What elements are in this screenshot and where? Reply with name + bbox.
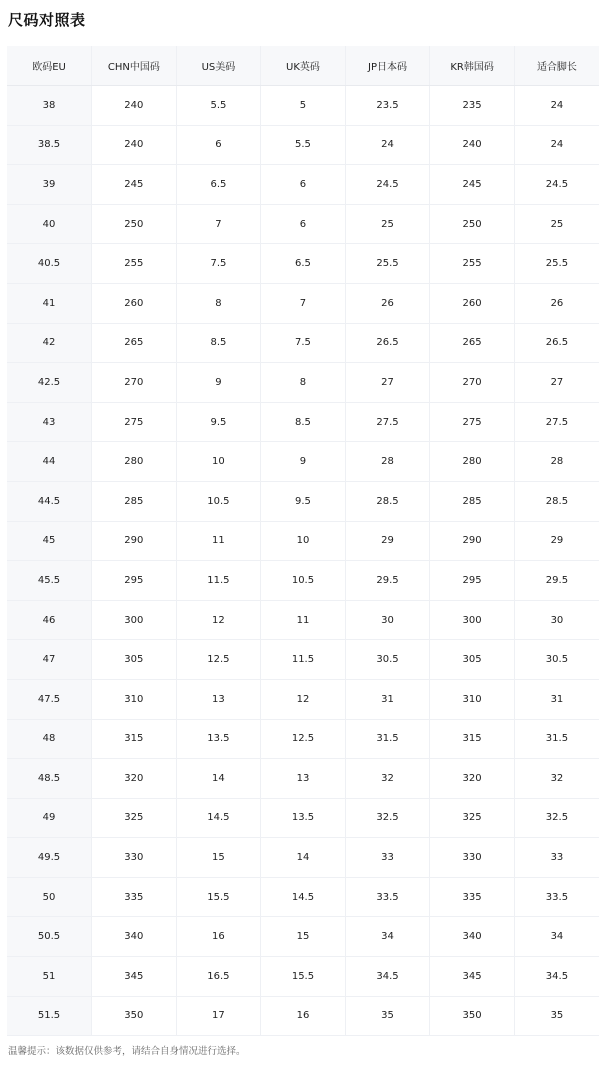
table-cell: 44.5 [7, 481, 92, 521]
size-chart-table-container [7, 46, 599, 1036]
table-row [7, 283, 599, 323]
table-cell: 27 [514, 363, 599, 403]
table-cell: 32 [514, 759, 599, 799]
table-cell: 17 [176, 996, 261, 1036]
table-cell: 13.5 [176, 719, 261, 759]
table-cell: 45 [7, 521, 92, 561]
table-cell: 10.5 [176, 481, 261, 521]
table-cell: 320 [92, 759, 177, 799]
table-cell: 48.5 [7, 759, 92, 799]
table-cell: 25.5 [345, 244, 430, 284]
table-cell: 285 [92, 481, 177, 521]
table-cell: 26 [514, 283, 599, 323]
table-cell: 35 [345, 996, 430, 1036]
table-cell: 24 [514, 125, 599, 165]
table-cell: 5 [261, 86, 346, 126]
table-cell: 27 [345, 363, 430, 403]
table-cell: 27.5 [514, 402, 599, 442]
table-cell: 30 [345, 600, 430, 640]
table-cell: 10.5 [261, 561, 346, 601]
table-cell: 45.5 [7, 561, 92, 601]
table-cell: 26 [345, 283, 430, 323]
table-cell: 235 [430, 86, 515, 126]
table-cell: 40.5 [7, 244, 92, 284]
table-cell: 315 [430, 719, 515, 759]
table-cell: 51.5 [7, 996, 92, 1036]
table-cell: 350 [430, 996, 515, 1036]
table-cell: 43 [7, 402, 92, 442]
table-cell: 15 [176, 838, 261, 878]
table-cell: 33 [514, 838, 599, 878]
table-cell: 245 [430, 165, 515, 205]
table-cell: 285 [430, 481, 515, 521]
table-cell: 34 [514, 917, 599, 957]
table-cell: 12 [176, 600, 261, 640]
table-row [7, 402, 599, 442]
table-cell: 340 [92, 917, 177, 957]
table-cell: 335 [92, 877, 177, 917]
table-cell: 8.5 [261, 402, 346, 442]
table-cell: 32.5 [514, 798, 599, 838]
table-cell: 15.5 [261, 957, 346, 997]
table-cell: 29 [514, 521, 599, 561]
table-cell: 275 [92, 402, 177, 442]
table-cell: 35 [514, 996, 599, 1036]
table-cell: 47 [7, 640, 92, 680]
table-cell: 16 [176, 917, 261, 957]
table-cell: 34.5 [514, 957, 599, 997]
table-cell: 300 [430, 600, 515, 640]
table-cell: 33 [345, 838, 430, 878]
table-cell: 295 [92, 561, 177, 601]
table-cell: 305 [92, 640, 177, 680]
table-row [7, 759, 599, 799]
table-cell: 340 [430, 917, 515, 957]
table-cell: 28.5 [345, 481, 430, 521]
table-cell: 14 [176, 759, 261, 799]
table-cell: 24.5 [514, 165, 599, 205]
table-row [7, 363, 599, 403]
table-row [7, 323, 599, 363]
table-cell: 49 [7, 798, 92, 838]
table-cell: 44 [7, 442, 92, 482]
table-cell: 41 [7, 283, 92, 323]
table-cell: 31 [345, 679, 430, 719]
table-cell: 51 [7, 957, 92, 997]
table-row [7, 877, 599, 917]
table-row [7, 204, 599, 244]
table-row [7, 165, 599, 205]
table-row [7, 600, 599, 640]
table-cell: 29.5 [514, 561, 599, 601]
table-cell: 31.5 [514, 719, 599, 759]
table-cell: 12.5 [261, 719, 346, 759]
table-cell: 33.5 [345, 877, 430, 917]
table-cell: 310 [430, 679, 515, 719]
table-cell: 30.5 [345, 640, 430, 680]
table-cell: 11 [261, 600, 346, 640]
table-cell: 50.5 [7, 917, 92, 957]
table-cell: 30.5 [514, 640, 599, 680]
table-cell: 275 [430, 402, 515, 442]
table-cell: 9 [176, 363, 261, 403]
table-cell: 7 [176, 204, 261, 244]
table-row [7, 957, 599, 997]
column-header: 适合脚长 [514, 46, 599, 86]
table-cell: 6 [261, 165, 346, 205]
table-cell: 25.5 [514, 244, 599, 284]
table-row [7, 838, 599, 878]
table-cell: 10 [261, 521, 346, 561]
table-cell: 260 [92, 283, 177, 323]
table-cell: 13 [261, 759, 346, 799]
table-row [7, 640, 599, 680]
table-cell: 7.5 [176, 244, 261, 284]
table-cell: 28 [514, 442, 599, 482]
table-cell: 29.5 [345, 561, 430, 601]
table-cell: 16.5 [176, 957, 261, 997]
table-cell: 12.5 [176, 640, 261, 680]
table-cell: 330 [430, 838, 515, 878]
table-cell: 31 [514, 679, 599, 719]
table-cell: 8 [261, 363, 346, 403]
table-cell: 42.5 [7, 363, 92, 403]
table-row [7, 125, 599, 165]
table-cell: 14.5 [176, 798, 261, 838]
table-cell: 290 [430, 521, 515, 561]
table-cell: 32 [345, 759, 430, 799]
table-cell: 38.5 [7, 125, 92, 165]
table-row [7, 521, 599, 561]
table-cell: 28 [345, 442, 430, 482]
table-cell: 315 [92, 719, 177, 759]
table-cell: 240 [92, 86, 177, 126]
table-cell: 280 [430, 442, 515, 482]
table-cell: 23.5 [345, 86, 430, 126]
table-cell: 32.5 [345, 798, 430, 838]
table-cell: 265 [92, 323, 177, 363]
table-cell: 6.5 [176, 165, 261, 205]
table-cell: 31.5 [345, 719, 430, 759]
table-cell: 34.5 [345, 957, 430, 997]
table-cell: 290 [92, 521, 177, 561]
table-cell: 350 [92, 996, 177, 1036]
table-cell: 24 [514, 86, 599, 126]
column-header: 欧码EU [7, 46, 92, 86]
table-cell: 9 [261, 442, 346, 482]
table-cell: 14 [261, 838, 346, 878]
table-header-row [7, 46, 599, 86]
table-cell: 11.5 [176, 561, 261, 601]
table-cell: 46 [7, 600, 92, 640]
table-cell: 10 [176, 442, 261, 482]
table-cell: 26.5 [345, 323, 430, 363]
column-header: CHN中国码 [92, 46, 177, 86]
table-cell: 33.5 [514, 877, 599, 917]
table-cell: 240 [430, 125, 515, 165]
table-cell: 8.5 [176, 323, 261, 363]
table-cell: 7.5 [261, 323, 346, 363]
table-cell: 345 [92, 957, 177, 997]
table-cell: 27.5 [345, 402, 430, 442]
table-row [7, 561, 599, 601]
table-cell: 13.5 [261, 798, 346, 838]
table-cell: 330 [92, 838, 177, 878]
table-cell: 15 [261, 917, 346, 957]
table-cell: 24.5 [345, 165, 430, 205]
table-body [7, 86, 599, 1036]
table-cell: 9.5 [176, 402, 261, 442]
table-cell: 11 [176, 521, 261, 561]
table-cell: 270 [430, 363, 515, 403]
table-row [7, 679, 599, 719]
table-cell: 7 [261, 283, 346, 323]
table-cell: 345 [430, 957, 515, 997]
table-cell: 320 [430, 759, 515, 799]
table-cell: 300 [92, 600, 177, 640]
table-cell: 270 [92, 363, 177, 403]
table-cell: 255 [430, 244, 515, 284]
table-cell: 48 [7, 719, 92, 759]
table-row [7, 719, 599, 759]
table-row [7, 86, 599, 126]
table-cell: 310 [92, 679, 177, 719]
table-cell: 6.5 [261, 244, 346, 284]
table-row [7, 798, 599, 838]
table-cell: 5.5 [261, 125, 346, 165]
table-cell: 8 [176, 283, 261, 323]
table-cell: 9.5 [261, 481, 346, 521]
table-cell: 280 [92, 442, 177, 482]
table-cell: 5.5 [176, 86, 261, 126]
table-cell: 42 [7, 323, 92, 363]
disclaimer-note: 温馨提示：该数据仅供参考，请结合自身情况进行选择。 [8, 1046, 246, 1057]
table-cell: 29 [345, 521, 430, 561]
table-cell: 240 [92, 125, 177, 165]
table-cell: 305 [430, 640, 515, 680]
table-row [7, 996, 599, 1036]
column-header: KR韩国码 [430, 46, 515, 86]
table-cell: 38 [7, 86, 92, 126]
table-cell: 47.5 [7, 679, 92, 719]
table-cell: 40 [7, 204, 92, 244]
table-cell: 14.5 [261, 877, 346, 917]
table-cell: 25 [514, 204, 599, 244]
table-cell: 260 [430, 283, 515, 323]
column-header: UK英码 [261, 46, 346, 86]
table-cell: 34 [345, 917, 430, 957]
table-cell: 16 [261, 996, 346, 1036]
table-row [7, 244, 599, 284]
table-cell: 325 [92, 798, 177, 838]
table-cell: 265 [430, 323, 515, 363]
table-cell: 49.5 [7, 838, 92, 878]
table-cell: 6 [261, 204, 346, 244]
table-row [7, 481, 599, 521]
table-cell: 12 [261, 679, 346, 719]
table-cell: 25 [345, 204, 430, 244]
table-cell: 11.5 [261, 640, 346, 680]
table-cell: 15.5 [176, 877, 261, 917]
table-cell: 295 [430, 561, 515, 601]
column-header: JP日本码 [345, 46, 430, 86]
table-cell: 30 [514, 600, 599, 640]
page-title: 尺码对照表 [8, 11, 86, 29]
table-cell: 26.5 [514, 323, 599, 363]
table-row [7, 442, 599, 482]
table-cell: 325 [430, 798, 515, 838]
size-chart-table [7, 46, 599, 1036]
table-cell: 28.5 [514, 481, 599, 521]
table-cell: 255 [92, 244, 177, 284]
table-cell: 250 [430, 204, 515, 244]
table-cell: 6 [176, 125, 261, 165]
table-cell: 24 [345, 125, 430, 165]
table-cell: 50 [7, 877, 92, 917]
table-cell: 245 [92, 165, 177, 205]
table-cell: 250 [92, 204, 177, 244]
table-row [7, 917, 599, 957]
column-header: US美码 [176, 46, 261, 86]
table-cell: 13 [176, 679, 261, 719]
table-cell: 39 [7, 165, 92, 205]
table-cell: 335 [430, 877, 515, 917]
